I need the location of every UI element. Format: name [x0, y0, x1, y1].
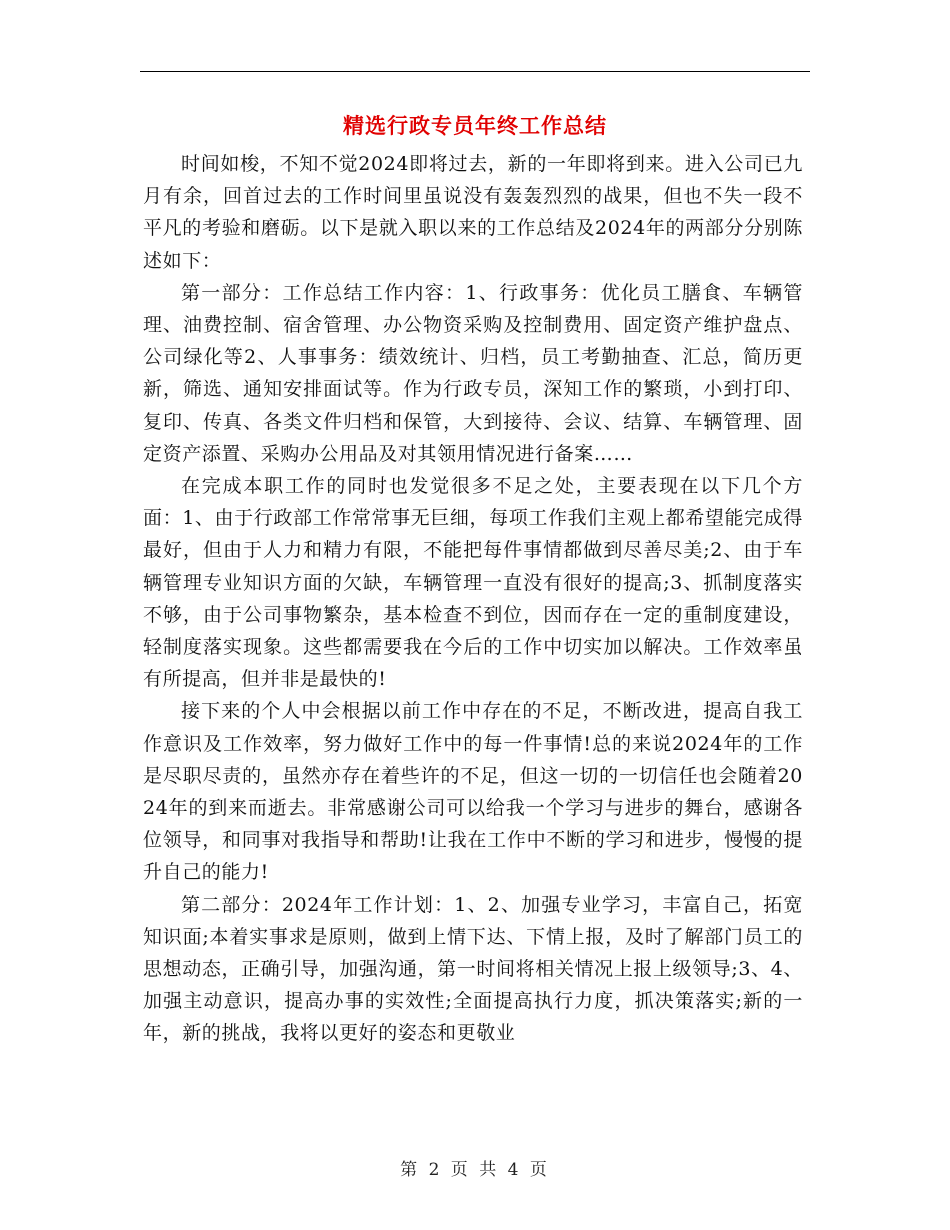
- paragraph-improvement: 接下来的个人中会根据以前工作中存在的不足，不断改进，提高自我工作意识及工作效率，努力做好工作中的每一件事情!总的来说2024年的工作是尽职尽责的，虽然亦存在着些许的不足，但这一切的一切信任也会随着2024年的到来而逝去。非常感谢公司可以给我一个学习与进步的舞台，感谢各位领导，和同事对我指导和帮助!让我在工作中不断的学习和进步，慢慢的提升自己的能力!: [143, 700, 803, 884]
- page-number: 第 2 页 共 4 页: [400, 1160, 550, 1180]
- paragraph-shortcomings: 在完成本职工作的同时也发觉很多不足之处，主要表现在以下几个方面：1、由于行政部工作常常事无巨细，每项工作我们主观上都希望能完成得最好，但由于人力和精力有限，不能把每件事情都做到尽善尽美;2、由于车辆管理专业知识方面的欠缺，车辆管理一直没有很好的提高;3、抓制度落实不够，由于公司事物繁杂，基本检查不到位，因而存在一定的重制度建设，轻制度落实现象。这些都需要我在今后的工作中切实加以解决。工作效率虽有所提高，但并非是最快的!: [143, 475, 803, 691]
- paragraph-intro: 时间如梭，不知不觉2024即将过去，新的一年即将到来。进入公司已九月有余，回首过去的工作时间里虽说没有轰轰烈烈的战果，但也不失一段不平凡的考验和磨砺。以下是就入职以来的工作总结及2024年的两部分分别陈述如下：: [143, 153, 803, 272]
- header-rule: [140, 71, 810, 72]
- paragraph-part-two: 第二部分：2024年工作计划：1、2、加强专业学习，丰富自己，拓宽知识面;本着实事求是原则，做到上情下达、下情上报，及时了解部门员工的思想动态，正确引导，加强沟通，第一时间将相关情况上报上级领导;3、4、加强主动意识，提高办事的实效性;全面提高执行力度，抓决策落实;新的一年，新的挑战，我将以更好的姿态和更敬业: [143, 893, 803, 1045]
- document-title: 精选行政专员年终工作总结: [343, 113, 607, 138]
- document-body: [143, 148, 803, 1050]
- paragraph-part-one: 第一部分：工作总结工作内容：1、行政事务：优化员工膳食、车辆管理、油费控制、宿舍管理、办公物资采购及控制费用、固定资产维护盘点、公司绿化等2、人事事务：绩效统计、归档，员工考勤抽查、汇总，简历更新，筛选、通知安排面试等。作为行政专员，深知工作的繁琐，小到打印、复印、传真、各类文件归档和保管，大到接待、会议、结算、车辆管理、固定资产添置、采购办公用品及对其领用情况进行备案……: [143, 281, 803, 465]
